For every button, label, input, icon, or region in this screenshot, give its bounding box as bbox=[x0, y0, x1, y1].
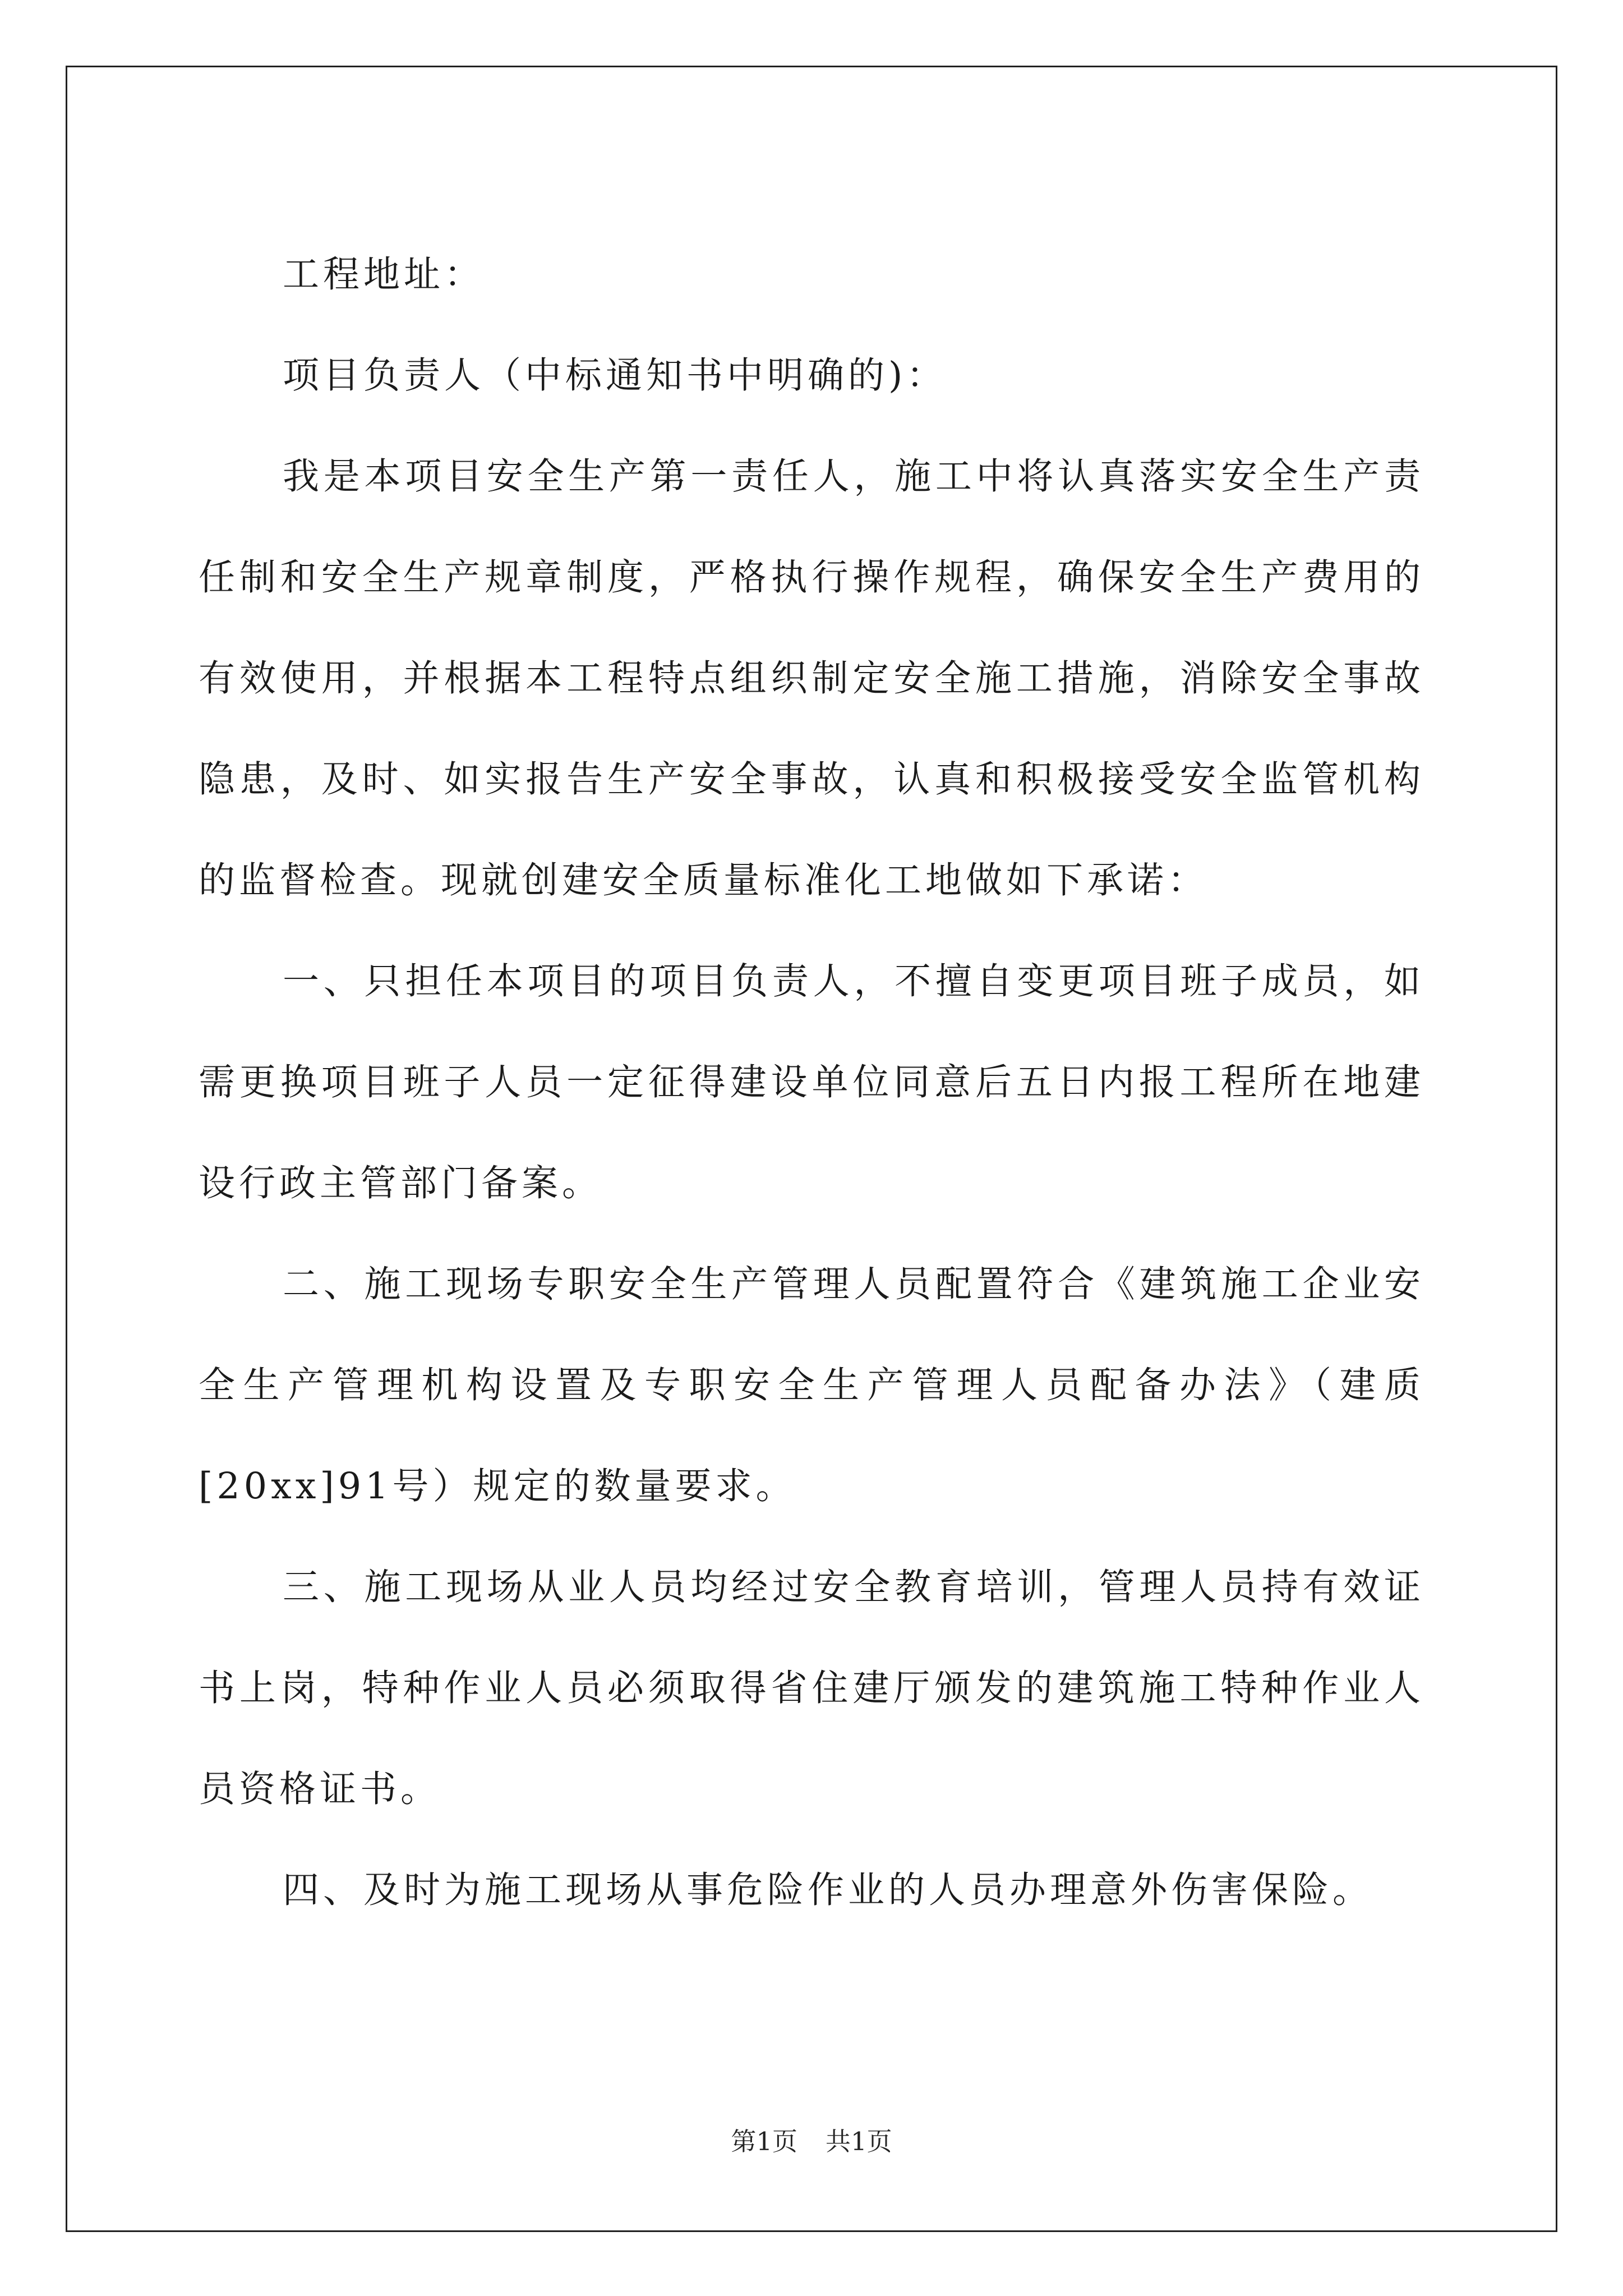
page-total: 共1页 bbox=[826, 2127, 892, 2156]
paragraph-project-manager: 项目负责人（中标通知书中明确的)： bbox=[283, 355, 947, 397]
paragraph-commitment-2: 二、施工现场专职安全生产管理人员配置符合《建筑施工企业安全生产管理机构设置及专职安全生产管理人员配备办法》（建质[20xx]91号）规定的数量要求。 bbox=[199, 1263, 1424, 1507]
page-footer bbox=[0, 2125, 1623, 2159]
paragraph-commitment-3: 三、施工现场从业人员均经过安全教育培训，管理人员持有效证书上岗，特种作业人员必须取得省住建厅颁发的建筑施工特种作业人员资格证书。 bbox=[199, 1566, 1424, 1810]
document-body bbox=[199, 224, 1424, 1941]
paragraph-commitment-4: 四、及时为施工现场从事危险作业的人员办理意外伤害保险。 bbox=[283, 1869, 1373, 1911]
paragraph-project-address: 工程地址： bbox=[283, 254, 485, 296]
page-number: 第1页 bbox=[731, 2127, 797, 2156]
paragraph-responsibility-statement: 我是本项目安全生产第一责任人，施工中将认真落实安全生产责任制和安全生产规章制度，严格执行操作规程，确保安全生产费用的有效使用，并根据本工程特点组织制定安全施工措施，消除安全事故隐患，及时、如实报告生产安全事故，认真和积极接受安全监管机构的监督检查。现就创建安全质量标准化工地做如下承诺： bbox=[199, 455, 1424, 901]
paragraph-commitment-1: 一、只担任本项目的项目负责人，不擅自变更项目班子成员，如需更换项目班子人员一定征得建设单位同意后五日内报工程所在地建设行政主管部门备案。 bbox=[199, 960, 1424, 1204]
